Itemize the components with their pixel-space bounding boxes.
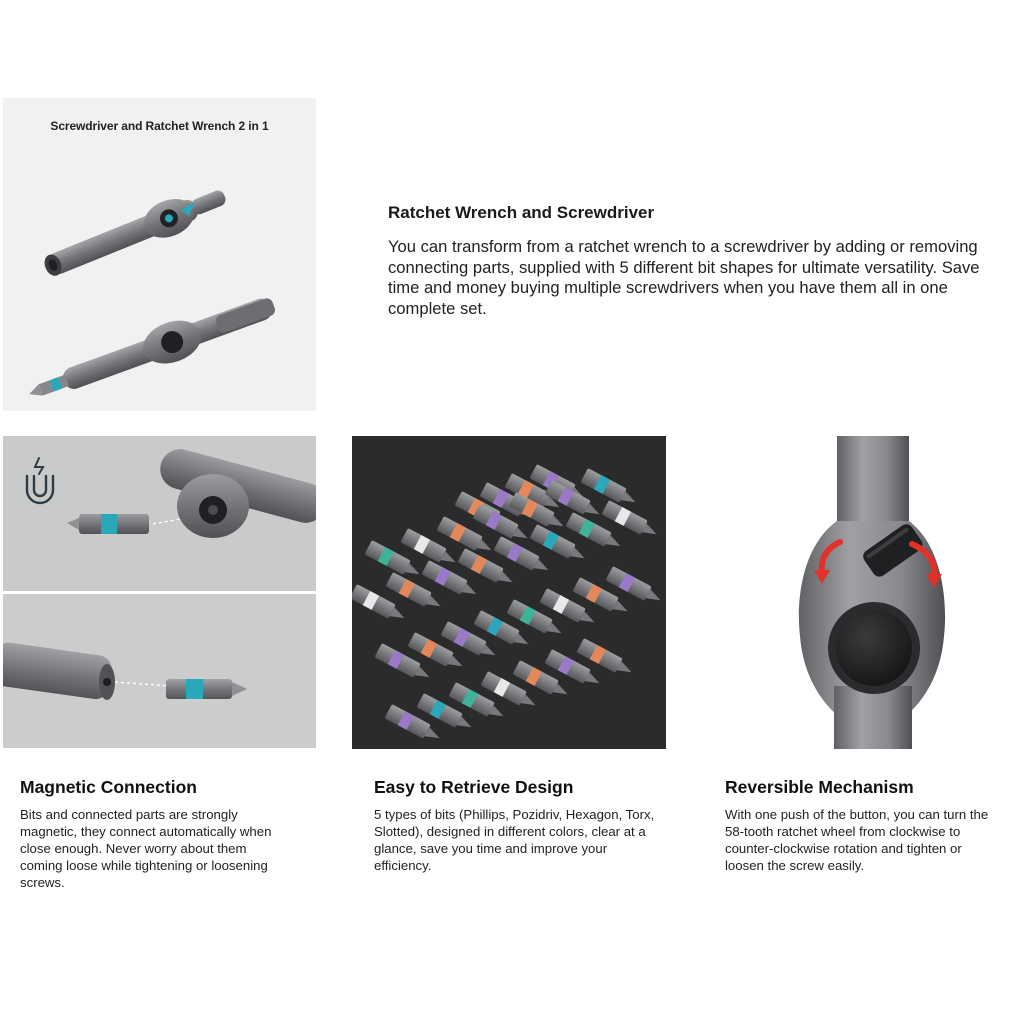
hero-product-image — [3, 98, 316, 411]
feature-body: With one push of the button, you can turn the 58-tooth ratchet wheel from clockwise to counter-clockwise rotation and tighten or loosen the screw easily. — [725, 807, 989, 873]
magnet-icon — [27, 458, 53, 503]
feature-title: Reversible Mechanism — [725, 777, 914, 797]
magnetic-connection-image-bottom — [3, 594, 316, 748]
reversible-mechanism-image — [722, 436, 1022, 749]
ratchet-screwdriver-illustration — [3, 98, 316, 411]
feature-body: Bits and connected parts are strongly magnetic, they connect automatically when close enough. Never worry about them coming loose while tightening or loosening screws. — [20, 807, 272, 890]
feature-title: Easy to Retrieve Design — [374, 777, 574, 797]
feature-magnetic-connection — [20, 777, 290, 891]
intro-title: Ratchet Wrench and Screwdriver — [388, 203, 655, 222]
bit-set-image — [352, 436, 666, 749]
feature-reversible-mechanism — [725, 777, 1000, 874]
colored-bits-illustration — [352, 436, 666, 749]
hero-caption: Screwdriver and Ratchet Wrench 2 in 1 — [50, 119, 269, 133]
magnetic-connection-image-top — [3, 436, 316, 591]
intro-body: You can transform from a ratchet wrench to a screwdriver by adding or removing connecting parts, supplied with 5 different bit shapes for ultimate versatility. Save time and money buying multiple screwdrivers when you have them all in one complete set. — [388, 237, 980, 318]
feature-body: 5 types of bits (Phillips, Pozidriv, Hexagon, Torx, Slotted), designed in different colors, clear at a glance, save you time and improve your efficiency. — [374, 807, 655, 873]
feature-easy-retrieve — [374, 777, 659, 874]
intro-section — [388, 203, 988, 319]
feature-title: Magnetic Connection — [20, 777, 197, 797]
